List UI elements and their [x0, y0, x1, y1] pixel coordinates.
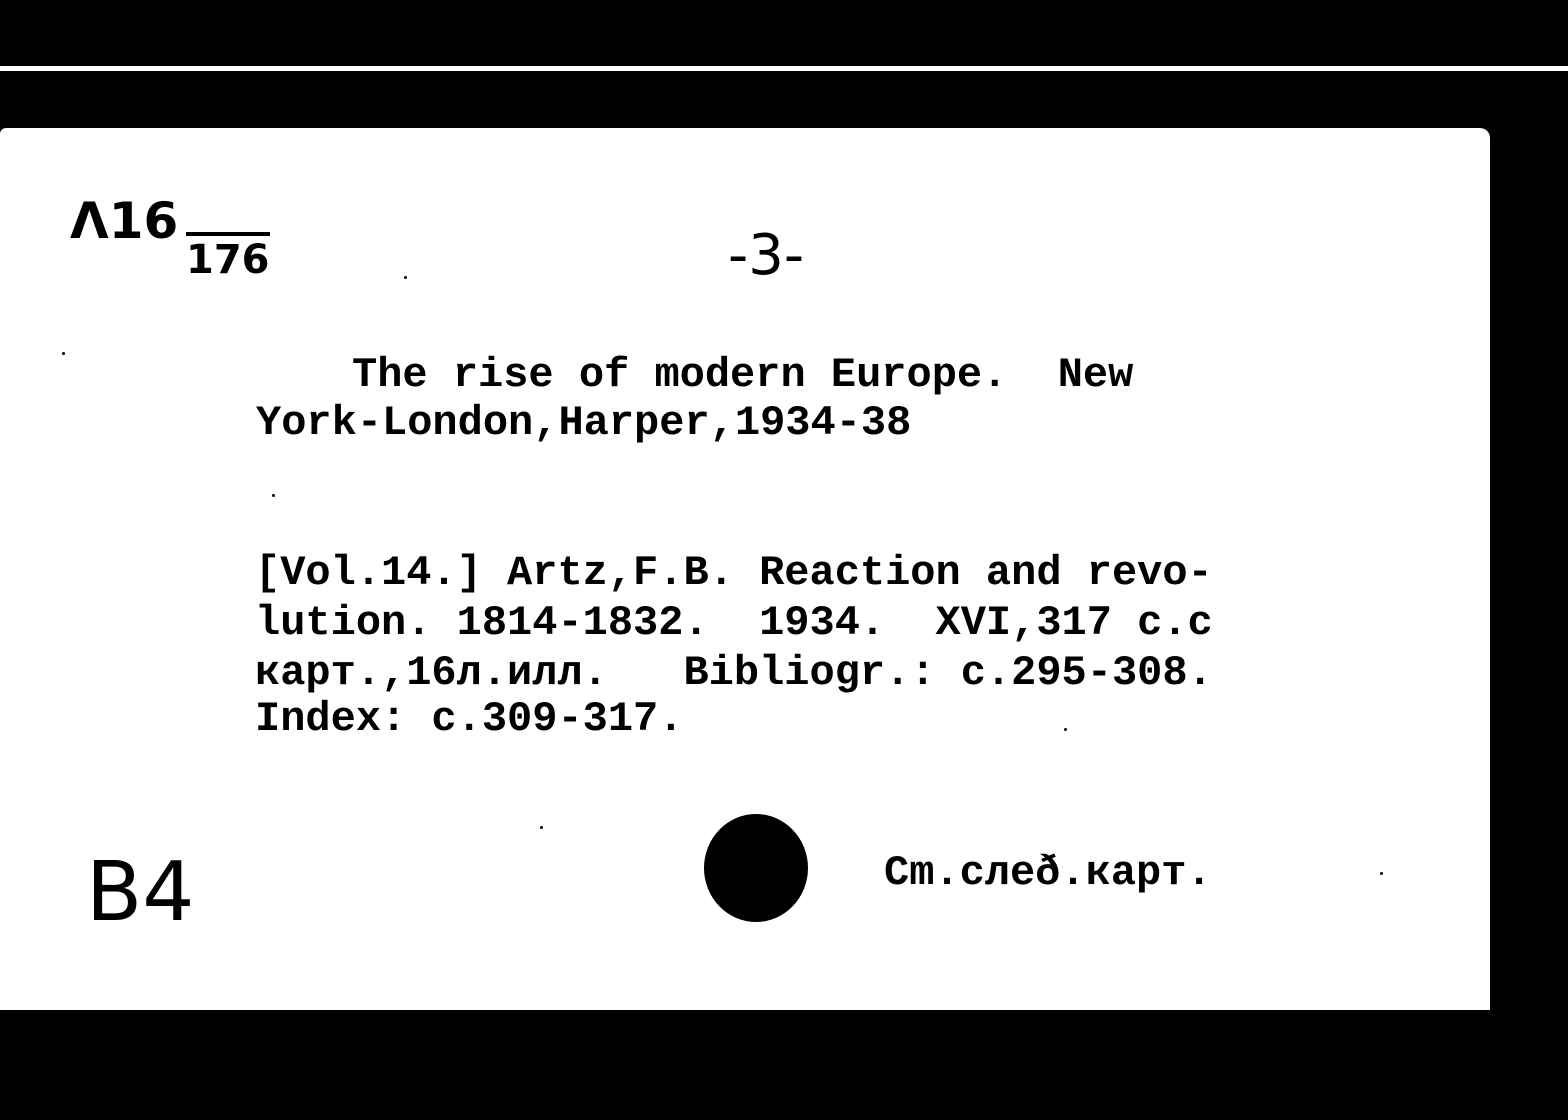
title-line-1: The rise of modern Europe. New	[352, 351, 1134, 399]
speck	[62, 352, 65, 355]
speck	[1064, 728, 1067, 731]
volume-note-line-4: Index: c.309-317.	[255, 695, 684, 743]
volume-note-line-2: lution. 1814-1832. 1934. XVI,317 c.c	[255, 599, 1213, 647]
top-border-rule	[0, 66, 1568, 71]
speck	[404, 276, 407, 279]
catalog-card	[0, 128, 1490, 1010]
volume-note-line-1: [Vol.14.] Artz,F.B. Reaction and revo-	[255, 549, 1213, 597]
shelf-mark-main: Λ16	[70, 192, 179, 250]
see-next-card-note: Cm.слеð.карт.	[884, 849, 1212, 897]
volume-note-line-3: карт.,16л.илл. Bibliogr.: c.295-308.	[255, 649, 1213, 697]
shelf-mark-sub: 176	[186, 232, 270, 280]
speck	[1380, 872, 1383, 875]
location-mark: B4	[86, 845, 195, 940]
title-line-2: York-London,Harper,1934-38	[256, 399, 912, 447]
card-number: -3-	[728, 223, 805, 288]
punch-hole	[704, 814, 808, 922]
speck	[272, 494, 275, 497]
speck	[540, 826, 543, 829]
